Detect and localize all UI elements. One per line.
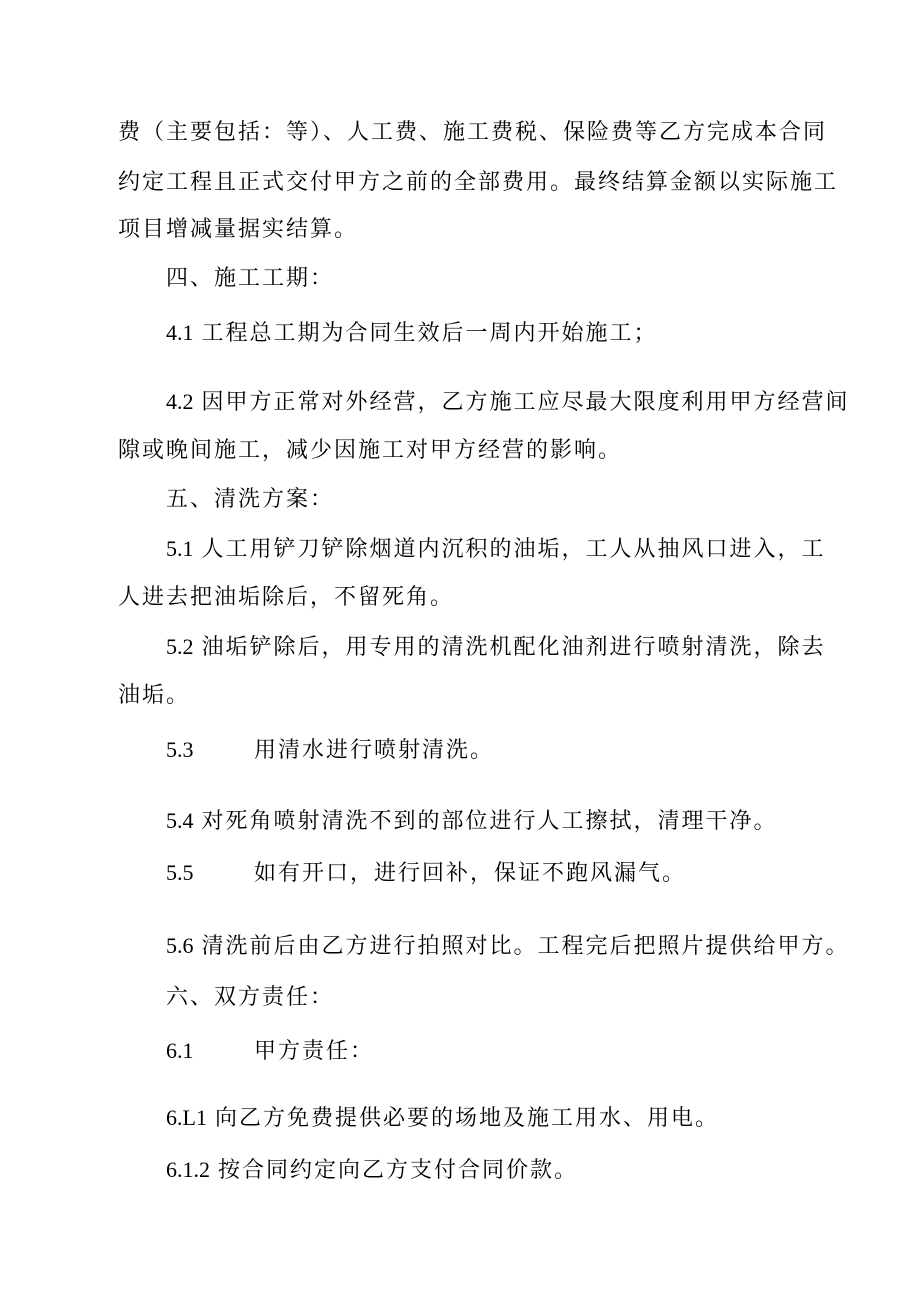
clause-number: 5.3 (166, 737, 194, 762)
section-heading (166, 485, 334, 515)
paragraph-line (118, 681, 190, 711)
paragraph-line (118, 118, 827, 148)
line-text: 项目增减量据实结算。 (118, 217, 359, 242)
clause-line (166, 735, 494, 765)
clause-line (166, 858, 686, 888)
clause-text: 用清水进行喷射清洗。 (254, 738, 495, 763)
paragraph-line (118, 583, 454, 613)
clause-number: 4.1 (166, 320, 194, 345)
clause-number: 5.2 (166, 634, 194, 659)
line-text: 隙或晚间施工，减少因施工对甲方经营的影响。 (118, 438, 623, 463)
clause-text: 对死角喷射清洗不到的部位进行人工擦拭，清理干净。 (201, 809, 778, 834)
heading-text: 六、双方责任： (166, 985, 335, 1010)
clause-text: 向乙方免费提供必要的场地及施工用水、用电。 (214, 1106, 719, 1131)
section-heading (166, 264, 334, 294)
clause-number: 4.2 (166, 389, 194, 414)
clause-number: 5.4 (166, 808, 194, 833)
clause-text: 如有开口，进行回补，保证不跑风漏气。 (254, 861, 687, 886)
paragraph-line (118, 215, 358, 245)
clause-text: 按合同约定向乙方支付合同价款。 (218, 1158, 579, 1183)
clause-text: 人工用铲刀铲除烟道内沉积的油垢，工人从抽风口进入，工 (201, 537, 826, 562)
clause-number: 6.1 (166, 1038, 194, 1063)
line-text: 人进去把油垢除后，不留死角。 (118, 585, 455, 610)
clause-number: 5.5 (166, 860, 194, 885)
clause-number: 5.1 (166, 536, 194, 561)
clause-number: 6.1.2 (166, 1157, 210, 1182)
line-text: 费（主要包括：等）、人工费、施工费税、保险费等乙方完成本合同 (118, 120, 828, 145)
clause-line (166, 931, 850, 961)
clause-text: 工程总工期为合同生效后一周内开始施工； (201, 321, 658, 346)
clause-number: 5.6 (166, 933, 194, 958)
heading-text: 四、施工工期： (166, 266, 335, 291)
heading-text: 五、清洗方案： (166, 487, 335, 512)
clause-line (166, 1155, 578, 1185)
clause-text: 清洗前后由乙方进行拍照对比。工程完后把照片提供给甲方。 (201, 934, 850, 959)
clause-line (166, 318, 658, 348)
paragraph-line (118, 168, 838, 198)
clause-line (166, 1103, 719, 1133)
clause-line (166, 387, 850, 417)
clause-line (166, 632, 826, 662)
line-text: 油垢。 (118, 683, 191, 708)
clause-line (166, 1036, 374, 1066)
clause-text: 因甲方正常对外经营，乙方施工应尽最大限度利用甲方经营间 (201, 390, 850, 415)
section-heading (166, 983, 334, 1013)
clause-text: 甲方责任： (254, 1039, 375, 1064)
clause-text: 油垢铲除后，用专用的清洗机配化油剂进行喷射清洗，除去 (201, 635, 826, 660)
line-text: 约定工程且正式交付甲方之前的全部费用。最终结算金额以实际施工 (118, 170, 839, 195)
paragraph-line (118, 436, 622, 466)
clause-number: 6.L1 (166, 1105, 207, 1130)
clause-line (166, 806, 778, 836)
clause-line (166, 534, 826, 564)
